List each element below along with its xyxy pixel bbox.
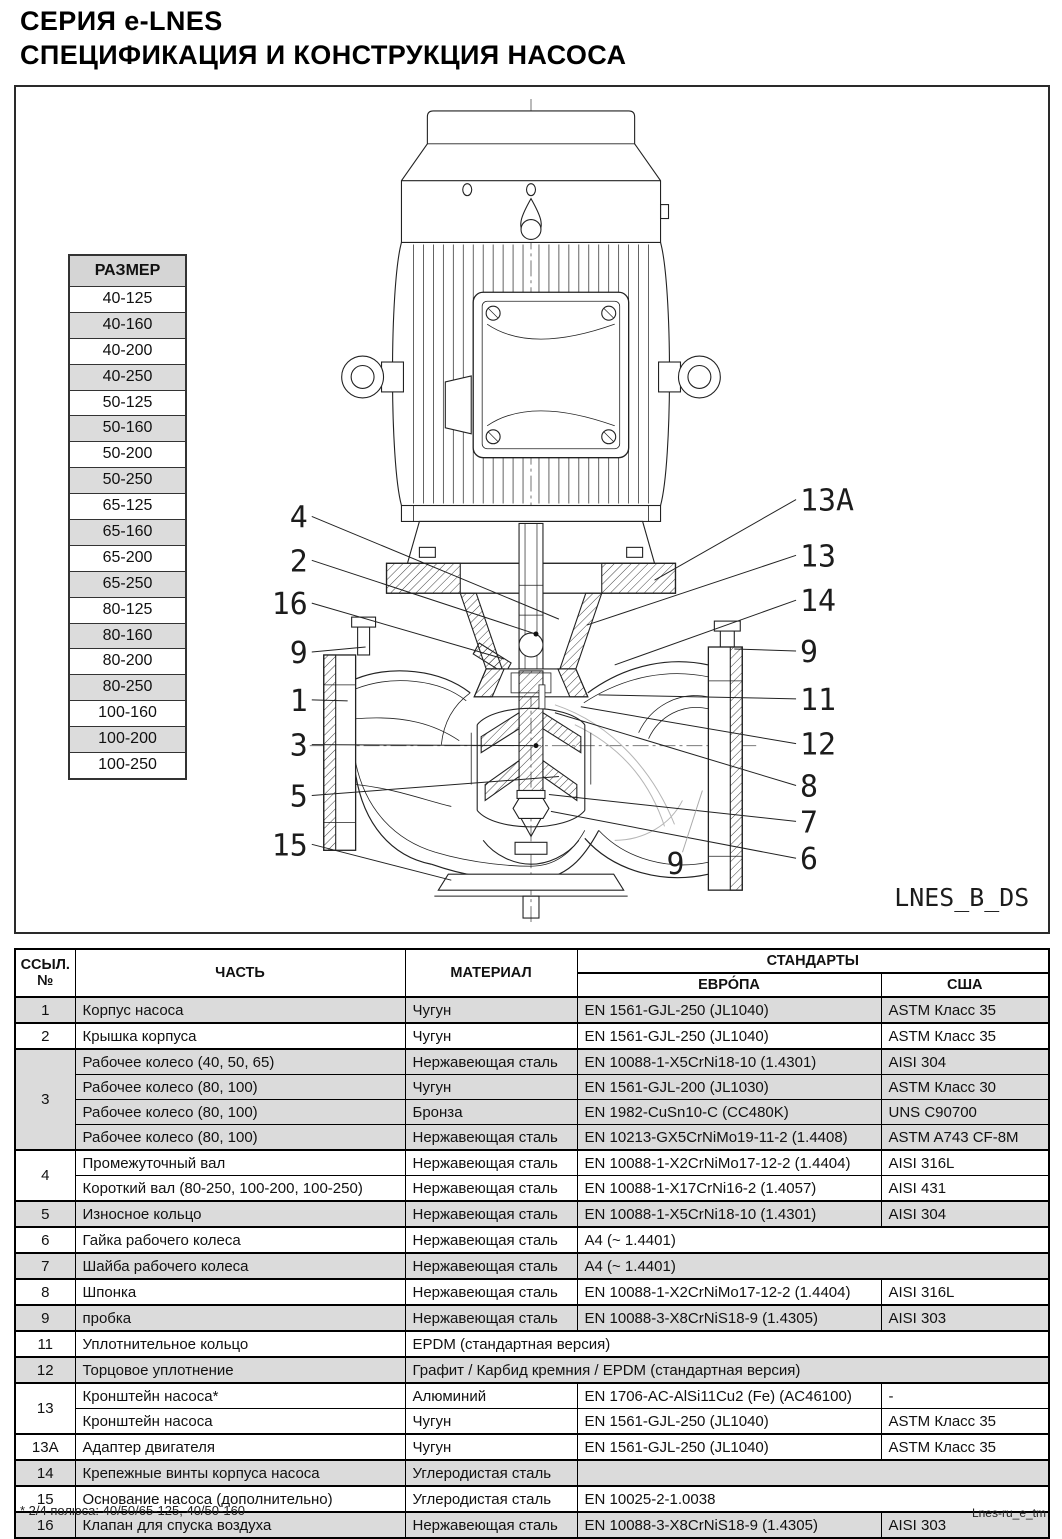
cell-material: EPDM (стандартная версия) <box>405 1331 1049 1357</box>
cell-part: Кронштейн насоса <box>75 1409 405 1435</box>
cell-part: пробка <box>75 1305 405 1331</box>
table-row <box>15 1227 1049 1253</box>
cell-europe: EN 10025-2-1.0038 <box>577 1486 1049 1512</box>
size-row: 40-200 <box>70 339 185 365</box>
callout-1: 1 <box>289 683 308 719</box>
table-row <box>15 1100 1049 1125</box>
cell-europe: A4 (~ 1.4401) <box>577 1227 1049 1253</box>
table-row <box>15 1253 1049 1279</box>
cell-part: Гайка рабочего колеса <box>75 1227 405 1253</box>
cell-usa: ASTM Класс 35 <box>881 997 1049 1023</box>
col-europe-header: ЕВРО́ПА <box>577 973 881 997</box>
col-ref-header <box>15 949 75 997</box>
cell-part: Рабочее колесо (80, 100) <box>75 1100 405 1125</box>
callout-9-right: 9 <box>800 634 819 670</box>
cell-material: Алюминий <box>405 1383 577 1409</box>
cell-ref: 6 <box>15 1227 75 1253</box>
document-code: Lnes-ru_e_tm <box>971 1506 1046 1520</box>
cell-material: Нержавеющая сталь <box>405 1125 577 1151</box>
cell-europe: EN 1982-CuSn10-C (CC480K) <box>577 1100 881 1125</box>
cell-material: Бронза <box>405 1100 577 1125</box>
cell-part: Адаптер двигателя <box>75 1434 405 1460</box>
callout-14: 14 <box>800 584 837 620</box>
cell-usa: AISI 304 <box>881 1201 1049 1227</box>
header-row-1 <box>15 949 1049 973</box>
table-row <box>15 1023 1049 1049</box>
cell-europe: EN 1561-GJL-250 (JL1040) <box>577 1023 881 1049</box>
cell-material: Нержавеющая сталь <box>405 1049 577 1075</box>
size-row: 80-125 <box>70 598 185 624</box>
footnote: * 2/4 полюса: 40/50/65-125, 40/50-160 <box>20 1503 246 1518</box>
cell-europe: EN 1561-GJL-250 (JL1040) <box>577 1434 881 1460</box>
cell-ref: 16 <box>15 1512 75 1538</box>
cell-usa: UNS C90700 <box>881 1100 1049 1125</box>
size-row: 40-250 <box>70 365 185 391</box>
cell-material: Чугун <box>405 1409 577 1435</box>
cell-europe: A4 (~ 1.4401) <box>577 1253 1049 1279</box>
cell-usa: AISI 304 <box>881 1049 1049 1075</box>
cell-material: Нержавеющая сталь <box>405 1201 577 1227</box>
size-row: 40-125 <box>70 287 185 313</box>
table-row <box>15 1049 1049 1075</box>
table-row <box>15 1383 1049 1409</box>
cell-material: Углеродистая сталь <box>405 1486 577 1512</box>
table-row <box>15 1176 1049 1202</box>
col-material-header: МАТЕРИАЛ <box>405 949 577 997</box>
cell-europe: EN 10213-GX5CrNiMo19-11-2 (1.4408) <box>577 1125 881 1151</box>
cell-material: Нержавеющая сталь <box>405 1279 577 1305</box>
cell-usa: AISI 316L <box>881 1150 1049 1176</box>
terminal-box <box>473 292 628 457</box>
cell-europe: EN 1561-GJL-250 (JL1040) <box>577 997 881 1023</box>
cell-part: Промежуточный вал <box>75 1150 405 1176</box>
cell-usa: ASTM Класс 35 <box>881 1434 1049 1460</box>
cell-ref: 1 <box>15 997 75 1023</box>
cell-part: Кронштейн насоса* <box>75 1383 405 1409</box>
cell-ref: 11 <box>15 1331 75 1357</box>
cell-europe: EN 1561-GJL-200 (JL1030) <box>577 1075 881 1100</box>
drawing-frame <box>14 85 1050 934</box>
col-part-header: ЧАСТЬ <box>75 949 405 997</box>
size-row: 65-250 <box>70 572 185 598</box>
cell-ref: 9 <box>15 1305 75 1331</box>
table-row <box>15 1279 1049 1305</box>
cell-ref: 4 <box>15 1150 75 1201</box>
cell-part: Торцовое уплотнение <box>75 1357 405 1383</box>
callout-8: 8 <box>800 769 819 805</box>
cell-europe <box>577 1460 1049 1486</box>
callout-2: 2 <box>289 544 308 580</box>
cell-material: Нержавеющая сталь <box>405 1227 577 1253</box>
table-row <box>15 1201 1049 1227</box>
ref-header-line2: № <box>37 973 54 989</box>
size-row: 50-125 <box>70 391 185 417</box>
size-row: 65-200 <box>70 546 185 572</box>
cell-europe: EN 10088-1-X2CrNiMo17-12-2 (1.4404) <box>577 1150 881 1176</box>
cable-gland <box>445 376 471 434</box>
cell-part: Рабочее колесо (40, 50, 65) <box>75 1049 405 1075</box>
size-row: 100-200 <box>70 727 185 753</box>
size-row: 40-160 <box>70 313 185 339</box>
title-line2: СПЕЦИФИКАЦИЯ И КОНСТРУКЦИЯ НАСОСА <box>20 40 627 70</box>
table-row <box>15 1125 1049 1151</box>
cell-europe: EN 10088-1-X5CrNi18-10 (1.4301) <box>577 1049 881 1075</box>
cell-part: Рабочее колесо (80, 100) <box>75 1075 405 1100</box>
cell-europe: EN 10088-1-X2CrNiMo17-12-2 (1.4404) <box>577 1279 881 1305</box>
cell-usa: ASTM A743 CF-8M <box>881 1125 1049 1151</box>
cell-ref: 5 <box>15 1201 75 1227</box>
cell-material: Чугун <box>405 1023 577 1049</box>
fan-cover <box>401 111 668 243</box>
table-row <box>15 997 1049 1023</box>
cell-usa: ASTM Класс 30 <box>881 1075 1049 1100</box>
size-row: 80-160 <box>70 624 185 650</box>
drawing-code: LNES_B_DS <box>894 883 1030 913</box>
table-row <box>15 1357 1049 1383</box>
size-row: 100-250 <box>98 756 157 774</box>
eyebolt-left <box>342 356 404 398</box>
cell-usa: AISI 316L <box>881 1279 1049 1305</box>
cell-ref: 3 <box>15 1049 75 1150</box>
eyebolt-right <box>659 356 721 398</box>
size-row: 80-250 <box>70 675 185 701</box>
table-row <box>15 1460 1049 1486</box>
cell-material: Чугун <box>405 1434 577 1460</box>
table-row <box>15 1305 1049 1331</box>
cell-ref: 7 <box>15 1253 75 1279</box>
cell-usa: ASTM Класс 35 <box>881 1023 1049 1049</box>
cell-europe: EN 10088-3-X8CrNiS18-9 (1.4305) <box>577 1305 881 1331</box>
col-standards-header: СТАНДАРТЫ <box>577 949 1049 973</box>
cell-material: Нержавеющая сталь <box>405 1253 577 1279</box>
table-row <box>15 1331 1049 1357</box>
callout-11: 11 <box>800 682 837 718</box>
cell-ref: 13 <box>15 1383 75 1434</box>
cell-ref: 8 <box>15 1279 75 1305</box>
title-line1: СЕРИЯ e-LNES <box>20 6 223 36</box>
size-table-header: РАЗМЕР <box>70 256 185 287</box>
cell-material: Нержавеющая сталь <box>405 1150 577 1176</box>
callout-6: 6 <box>800 842 819 878</box>
cell-part: Клапан для спуска воздуха <box>75 1512 405 1538</box>
callout-13: 13 <box>800 539 837 575</box>
callout-15: 15 <box>271 828 308 864</box>
callout-5: 5 <box>289 779 308 815</box>
cell-part: Рабочее колесо (80, 100) <box>75 1125 405 1151</box>
cell-europe: EN 1561-GJL-250 (JL1040) <box>577 1409 881 1435</box>
cell-material: Графит / Карбид кремния / EPDM (стандартная версия) <box>405 1357 1049 1383</box>
callout-7: 7 <box>800 805 819 841</box>
cell-material: Чугун <box>405 1075 577 1100</box>
callout-16: 16 <box>271 587 308 623</box>
table-row <box>15 1434 1049 1460</box>
cell-usa: - <box>881 1383 1049 1409</box>
col-usa-header: США <box>881 973 1049 997</box>
cell-europe: EN 1706-AC-AlSi11Cu2 (Fe) (AC46100) <box>577 1383 881 1409</box>
cell-material: Нержавеющая сталь <box>405 1305 577 1331</box>
cell-material: Нержавеющая сталь <box>405 1176 577 1202</box>
cell-usa: AISI 303 <box>881 1512 1049 1538</box>
size-row: 65-160 <box>70 520 185 546</box>
cell-material: Нержавеющая сталь <box>405 1512 577 1538</box>
cell-ref: 14 <box>15 1460 75 1486</box>
table-row <box>15 1409 1049 1435</box>
cell-material: Чугун <box>405 997 577 1023</box>
cell-part: Крепежные винты корпуса насоса <box>75 1460 405 1486</box>
size-row: 50-250 <box>70 468 185 494</box>
cell-ref: 12 <box>15 1357 75 1383</box>
cell-part: Шайба рабочего колеса <box>75 1253 405 1279</box>
cell-europe: EN 10088-1-X5CrNi18-10 (1.4301) <box>577 1201 881 1227</box>
cell-part: Корпус насоса <box>75 997 405 1023</box>
parts-table <box>14 948 1050 1539</box>
table-row <box>15 1150 1049 1176</box>
ref-header-line1: ССЫЛ. <box>20 957 70 973</box>
size-row: 100-160 <box>70 701 185 727</box>
cell-part: Уплотнительное кольцо <box>75 1331 405 1357</box>
callout-12: 12 <box>800 727 837 763</box>
cell-europe: EN 10088-1-X17CrNi16-2 (1.4057) <box>577 1176 881 1202</box>
size-row: 65-125 <box>70 494 185 520</box>
cell-part: Крышка корпуса <box>75 1023 405 1049</box>
size-row: 80-200 <box>70 649 185 675</box>
cell-part: Износное кольцо <box>75 1201 405 1227</box>
callout-9-gray: 9 <box>666 847 685 883</box>
size-row: 50-160 <box>70 416 185 442</box>
size-row: 50-200 <box>70 442 185 468</box>
cell-ref: 15 <box>15 1486 75 1512</box>
size-table <box>68 254 187 780</box>
callout-4: 4 <box>289 500 308 536</box>
shaft <box>519 523 543 670</box>
callout-3: 3 <box>289 728 308 764</box>
discharge-flange <box>708 621 742 890</box>
table-row <box>15 1075 1049 1100</box>
cell-part: Шпонка <box>75 1279 405 1305</box>
callout-9-left: 9 <box>289 635 308 671</box>
volute-back-lines <box>555 705 683 841</box>
cell-part: Основание насоса (дополнительно) <box>75 1486 405 1512</box>
cell-part: Короткий вал (80-250, 100-200, 100-250) <box>75 1176 405 1202</box>
cell-europe: EN 10088-3-X8CrNiS18-9 (1.4305) <box>577 1512 881 1538</box>
callout-13A: 13A <box>800 483 855 519</box>
page-title <box>20 4 626 72</box>
cell-ref: 13A <box>15 1434 75 1460</box>
cell-usa: AISI 431 <box>881 1176 1049 1202</box>
cell-usa: AISI 303 <box>881 1305 1049 1331</box>
cell-usa: ASTM Класс 35 <box>881 1409 1049 1435</box>
cell-ref: 2 <box>15 1023 75 1049</box>
cell-material: Углеродистая сталь <box>405 1460 577 1486</box>
